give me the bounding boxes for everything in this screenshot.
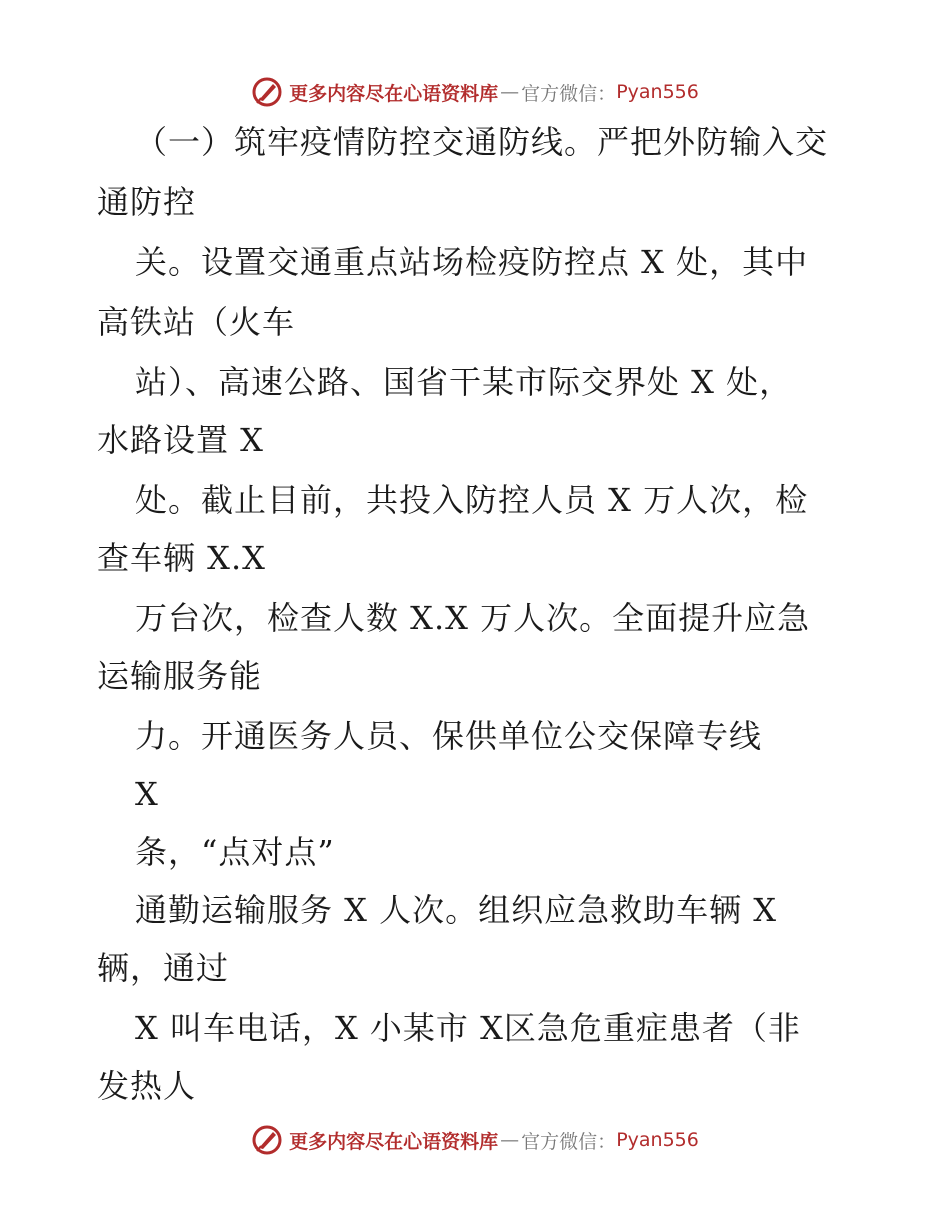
header-banner bbox=[0, 72, 950, 112]
feather-logo-icon bbox=[251, 76, 283, 108]
banner-wechat-label: 官方微信： bbox=[521, 82, 617, 105]
banner-title: 更多内容尽在心语资料库 bbox=[289, 1130, 499, 1153]
text-line: （一）筑牢疫情防控交通防线。严把外防输入交 bbox=[135, 123, 829, 161]
text-line: 处。截止目前，共投入防控人员 X 万人次，检 bbox=[135, 481, 809, 519]
text-line: 通勤运输服务 X 人次。组织应急救助车辆 X bbox=[135, 891, 778, 929]
text-line: 万台次，检查人数 X.X 万人次。全面提升应急 bbox=[135, 599, 811, 637]
text-line: X 叫车电话，X 小某市 X区急危重症患者（非 bbox=[135, 1009, 801, 1047]
banner-wechat-id: Pyan556 bbox=[616, 81, 699, 103]
text-line: 通防控 bbox=[97, 183, 197, 221]
text-line: 辆，通过 bbox=[97, 949, 230, 987]
banner-separator: — bbox=[500, 1129, 520, 1151]
text-line: 条，“点对点” bbox=[135, 833, 335, 871]
text-line: 查车辆 X.X bbox=[97, 539, 266, 577]
text-line: 运输服务能 bbox=[97, 657, 263, 695]
banner-separator: — bbox=[500, 81, 520, 103]
footer-banner bbox=[0, 1120, 950, 1160]
text-line: 水路设置 X bbox=[97, 421, 264, 459]
text-line: 关。设置交通重点站场检疫防控点 X 处，其中 bbox=[135, 243, 809, 281]
text-line: 高铁站（火车 bbox=[97, 303, 296, 341]
text-line: X bbox=[135, 775, 159, 813]
banner-wechat-id: Pyan556 bbox=[616, 1129, 699, 1151]
banner-wechat-label: 官方微信： bbox=[521, 1130, 617, 1153]
text-line: 发热人 bbox=[97, 1067, 197, 1105]
text-line: 站）、高速公路、国省干某市际交界处 X 处， bbox=[135, 363, 793, 401]
banner-title: 更多内容尽在心语资料库 bbox=[289, 82, 499, 105]
feather-logo-icon bbox=[251, 1124, 283, 1156]
text-line: 力。开通医务人员、保供单位公交保障专线 bbox=[135, 717, 763, 755]
